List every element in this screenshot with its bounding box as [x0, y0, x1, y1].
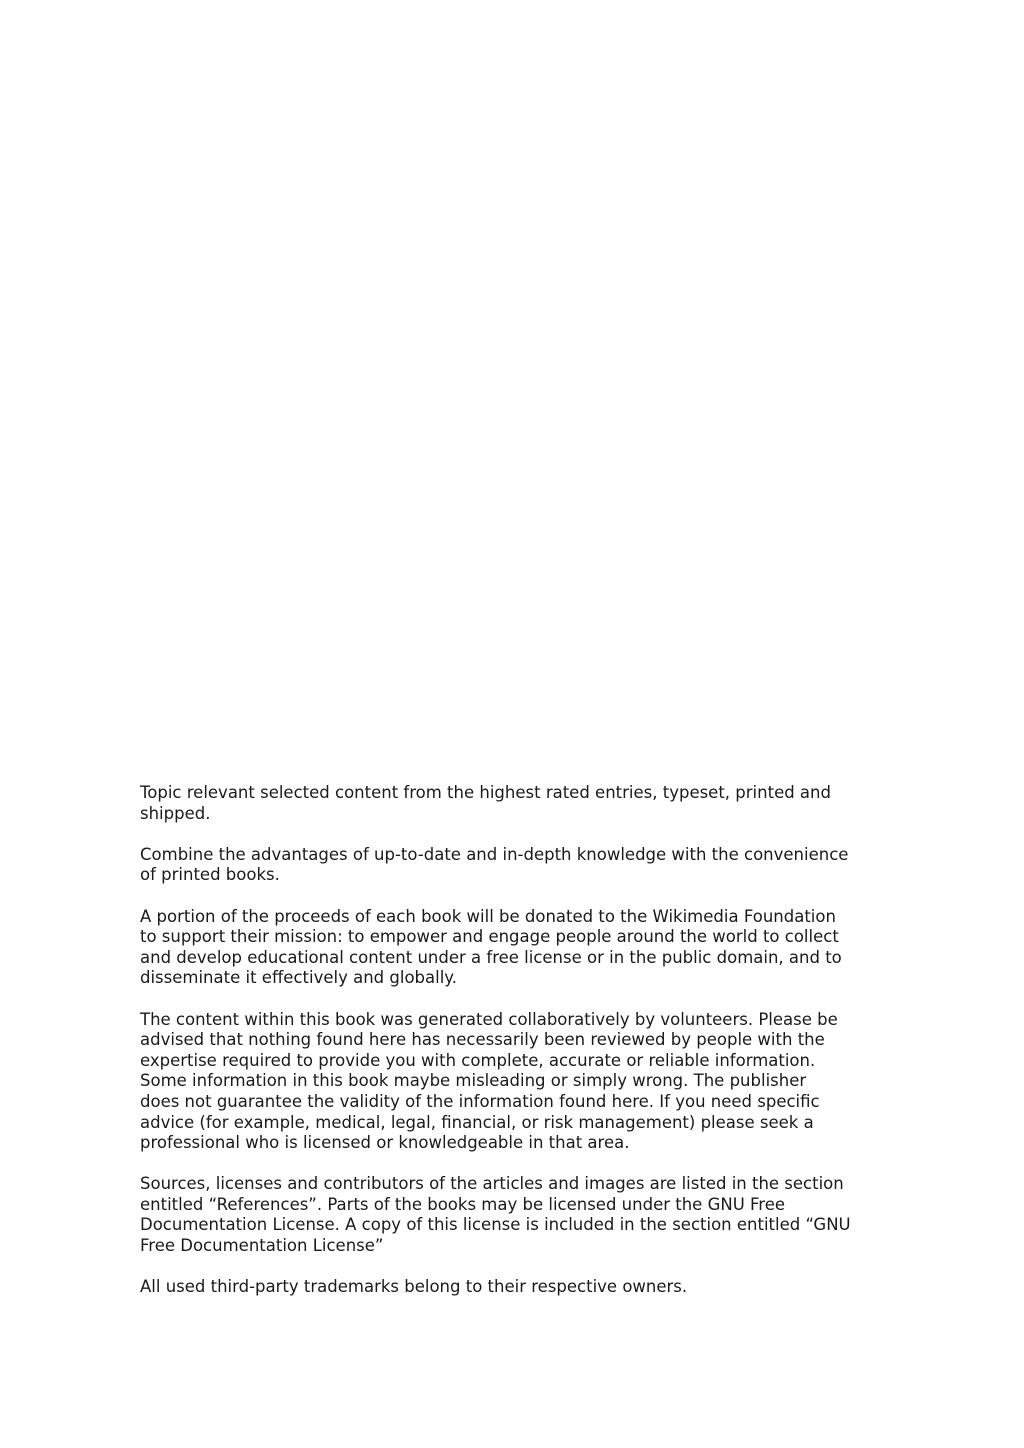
paragraph-wikimedia-donation	[140, 907, 890, 989]
paragraph-disclaimer	[140, 1010, 890, 1154]
text-line: Free Documentation License”	[140, 1236, 384, 1256]
text-line: Combine the advantages of up-to-date and in-depth knowledge with the convenience	[140, 844, 849, 864]
paragraph-combine-advantages	[140, 845, 890, 886]
text-line: disseminate it effectively and globally.	[140, 968, 457, 988]
text-line: Documentation License. A copy of this license is included in the section entitled “GNU	[140, 1215, 851, 1235]
text-line: professional who is licensed or knowledgeable in that area.	[140, 1133, 630, 1153]
text-line: entitled “References”. Parts of the books may be licensed under the GNU Free	[140, 1194, 786, 1214]
text-line: advice (for example, medical, legal, financial, or risk management) please seek a	[140, 1112, 814, 1132]
text-line: expertise required to provide you with complete, accurate or reliable information.	[140, 1050, 816, 1070]
text-line: A portion of the proceeds of each book will be donated to the Wikimedia Foundation	[140, 906, 836, 926]
text-line: and develop educational content under a free license or in the public domain, and to	[140, 947, 842, 967]
document-body	[140, 783, 890, 1318]
text-line: Some information in this book maybe misleading or simply wrong. The publisher	[140, 1071, 807, 1091]
text-line: to support their mission: to empower and engage people around the world to collect	[140, 927, 839, 947]
text-line: advised that nothing found here has necessarily been reviewed by people with the	[140, 1030, 825, 1050]
text-line: All used third-party trademarks belong to their respective owners.	[140, 1277, 688, 1297]
text-line: does not guarantee the validity of the information found here. If you need specific	[140, 1091, 820, 1111]
paragraph-sources-licenses	[140, 1174, 890, 1256]
text-line: Topic relevant selected content from the highest rated entries, typeset, printed and	[140, 783, 831, 802]
paragraph-topic-relevant	[140, 783, 890, 824]
text-line: Sources, licenses and contributors of the articles and images are listed in the section	[140, 1174, 844, 1194]
text-line: The content within this book was generated collaboratively by volunteers. Please be	[140, 1009, 838, 1029]
text-line: shipped.	[140, 803, 211, 823]
text-line: of printed books.	[140, 865, 280, 885]
paragraph-trademarks	[140, 1277, 890, 1298]
